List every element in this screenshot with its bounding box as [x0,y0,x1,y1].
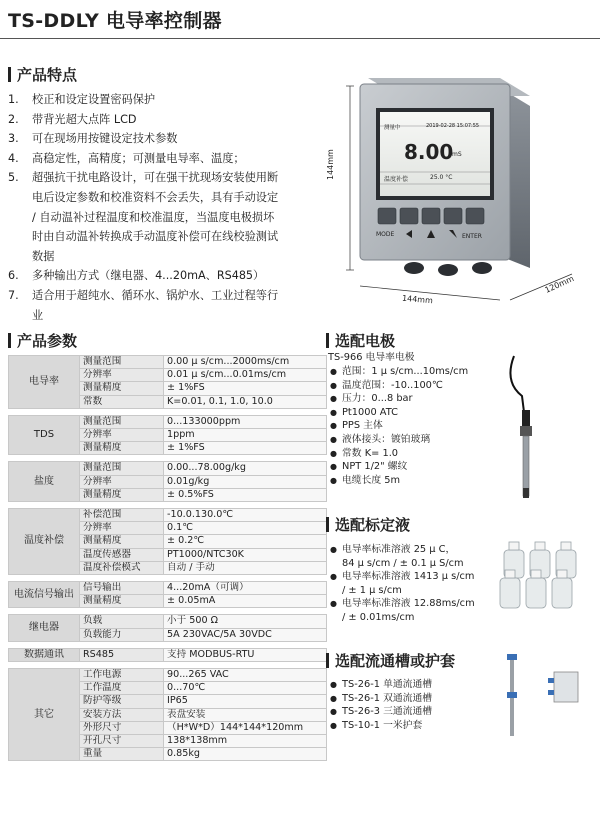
list-item: ● 压力：0...8 bar [330,392,468,406]
param-category: 数据通讯 [9,648,80,661]
flowcell-image [492,652,592,738]
electrode-model: TS-966 电导率电极 [328,352,415,363]
param-name: 常数 [80,395,164,408]
feature-item [8,168,308,266]
param-name: 分辨率 [80,522,164,535]
param-value: 0.85kg [164,748,327,761]
feature-number: 3. [8,132,19,146]
list-item: ● 温度范围：-10..100℃ [330,379,468,393]
list-item: ● TS-26-1 双通流通槽 [330,692,432,706]
flowcell-heading: 选配流通槽或护套 [326,650,455,671]
feature-text: 校正和设定设置密码保护 [32,93,156,106]
param-name: 测量精度 [80,442,164,455]
feature-item [8,266,308,286]
param-name: 测量精度 [80,488,164,501]
feature-item [8,110,308,130]
param-name: 测量范围 [80,356,164,369]
feature-item [8,286,308,325]
param-value: ± 0.5%FS [164,488,327,501]
feature-text: 数据 [32,249,55,263]
list-item: ● 范围：1 μ s/cm...10ms/cm [330,365,468,379]
param-value: 0...133000ppm [164,415,327,428]
group-spacer [9,575,327,582]
param-name: 测量精度 [80,382,164,395]
param-name: 补偿范围 [80,509,164,522]
feature-number: 7. [8,288,19,302]
list-item: ● 常数 K= 1.0 [330,447,468,461]
list-item: ● TS-10-1 一米护套 [330,719,432,733]
param-value: ± 1%FS [164,382,327,395]
param-value: 0.01 μ s/cm...0.01ms/cm [164,369,327,382]
feature-text: 适合用于超纯水、循环水、锅炉水、工业过程等行 [32,288,279,302]
param-category: TDS [9,415,80,455]
group-spacer [9,502,327,509]
param-name: 安装方法 [80,708,164,721]
list-item: ● 液体接头：镀铂玻璃 [330,433,468,447]
param-category: 继电器 [9,615,80,641]
feature-item [8,149,308,169]
param-value: 5A 230VAC/5A 30VDC [164,628,327,641]
group-spacer [9,455,327,462]
group-spacer [9,641,327,648]
calibration-heading: 选配标定液 [326,514,410,535]
list-item: ● 电缆长度 5m [330,474,468,488]
lcd-temp-value: 25.0 °C [430,174,453,181]
param-value: IP65 [164,695,327,708]
feature-text: 超强抗干扰电路设计，可在强干扰现场安装使用断 [32,171,279,185]
param-name: 开孔尺寸 [80,735,164,748]
calibration-bottles-image [496,536,586,612]
feature-text: 可在现场用按键设定技术参数 [32,132,178,146]
electrode-image [500,352,560,502]
param-value: 4...20mA（可调） [164,582,327,595]
param-name: 重量 [80,748,164,761]
feature-text: / 自动温补过程温度和校准温度，当温度电极损坏 [32,210,275,224]
group-spacer [9,608,327,615]
key-enter-label: ENTER [462,233,482,240]
param-name: 温度补偿模式 [80,561,164,574]
list-item: ● 电导率标准溶液 1413 μ s/cm [330,570,475,584]
table-row [9,509,327,522]
title-divider [0,38,600,39]
feature-text: 时由自动温补转换成手动温度补偿可在线校验测试 [32,230,279,244]
feature-number: 6. [8,269,19,283]
lcd-status: 测量中 [384,125,401,131]
calibration-list [330,543,475,625]
param-value: -10.0.130.0℃ [164,509,327,522]
feature-text: 电后设定参数和校准资料不会丢失，具有手动设定 [32,190,279,204]
param-value: ± 1%FS [164,442,327,455]
feature-number: 1. [8,93,19,106]
param-name: 测量精度 [80,595,164,608]
list-item: ● NPT 1/2" 螺纹 [330,460,468,474]
param-value: 90...265 VAC [164,669,327,682]
list-item: ● Pt1000 ATC [330,406,468,420]
list-item: ● PPS 主体 [330,419,468,433]
feature-item [8,129,308,149]
features-heading: 产品特点 [8,64,77,85]
group-spacer [9,662,327,669]
param-name: 测量精度 [80,535,164,548]
feature-text: 高稳定性，高精度；可测量电导率、温度； [32,151,245,165]
list-item: ● TS-26-3 三通流通槽 [330,705,432,719]
param-value: 138*138mm [164,735,327,748]
param-name: RS485 [80,648,164,661]
table-row [9,648,327,661]
electrode-heading: 选配电极 [326,330,395,351]
param-name: 工作温度 [80,682,164,695]
param-value: 0.1℃ [164,522,327,535]
param-value: K=0.01, 0.1, 1.0, 10.0 [164,395,327,408]
param-category: 温度补偿 [9,509,80,575]
param-name: 分辨率 [80,369,164,382]
params-table [8,355,327,761]
electrode-spec-list [330,365,468,487]
table-row [9,356,327,369]
feature-text: 多种输出方式（继电器、4...20mA、RS485） [32,269,265,283]
feature-number: 5. [8,171,19,185]
feature-number: 2. [8,112,19,126]
param-value: ± 0.05mA [164,595,327,608]
param-name: 信号输出 [80,582,164,595]
table-row [9,669,327,682]
list-item: ● TS-26-1 单通流通槽 [330,678,432,692]
param-value: 0.01g/kg [164,475,327,488]
table-row [9,415,327,428]
feature-text: 业 [32,308,44,322]
feature-item [8,90,308,110]
feature-number: 4. [8,151,19,165]
param-category: 电流信号输出 [9,582,80,608]
param-category: 电导率 [9,356,80,409]
param-name: 负载能力 [80,628,164,641]
param-value: 1ppm [164,429,327,442]
param-value: PT1000/NTC30K [164,548,327,561]
param-name: 外形尺寸 [80,721,164,734]
param-name: 分辨率 [80,429,164,442]
lcd-value: 8.00 [404,140,454,164]
list-item: 84 μ s/cm / ± 0.1 μ S/cm [342,557,464,569]
param-name: 工作电源 [80,669,164,682]
page-title: TS-DDLY 电导率控制器 [8,10,222,32]
param-value: 小于 500 Ω [164,615,327,628]
table-row [9,462,327,475]
param-name: 温度传感器 [80,548,164,561]
list-item: / ± 1 μ s/cm [342,584,402,596]
lcd-temp-label: 温度补偿 [384,176,409,183]
param-name: 测量范围 [80,462,164,475]
table-row [9,582,327,595]
group-spacer [9,408,327,415]
key-mode-label: MODE [376,231,395,238]
table-row [9,615,327,628]
param-name: 测量范围 [80,415,164,428]
param-category: 盐度 [9,462,80,502]
param-name: 分辨率 [80,475,164,488]
controller-device-illustration [340,78,585,308]
features-list [8,90,308,325]
param-name: 负载 [80,615,164,628]
param-value: 0.00...78.00g/kg [164,462,327,475]
list-item: ● 电导率标准溶液 25 μ C， [330,543,475,557]
param-category: 其它 [9,669,80,761]
feature-text: 带背光超大点阵 LCD [32,112,137,126]
param-name: 防护等级 [80,695,164,708]
flowcell-list [330,678,432,732]
lcd-unit: mS [452,151,462,158]
param-value: ± 0.2℃ [164,535,327,548]
list-item: ● 电导率标准溶液 12.88ms/cm [330,597,475,611]
dim-height: 144mm [326,149,335,180]
list-item: / ± 0.01ms/cm [342,611,415,623]
param-value: 表盘安装 [164,708,327,721]
param-value: 0.00 μ s/cm...2000ms/cm [164,356,327,369]
dim-width: 144mm [401,293,434,306]
lcd-datetime: 2019-02-28 15:07:55 [426,123,480,129]
dim-depth: 120mm [543,274,576,295]
param-value: 支持 MODBUS-RTU [164,648,327,661]
param-value: （H*W*D）144*144*120mm [164,721,327,734]
param-value: 自动 / 手动 [164,561,327,574]
params-heading: 产品参数 [8,330,77,351]
param-value: 0...70℃ [164,682,327,695]
